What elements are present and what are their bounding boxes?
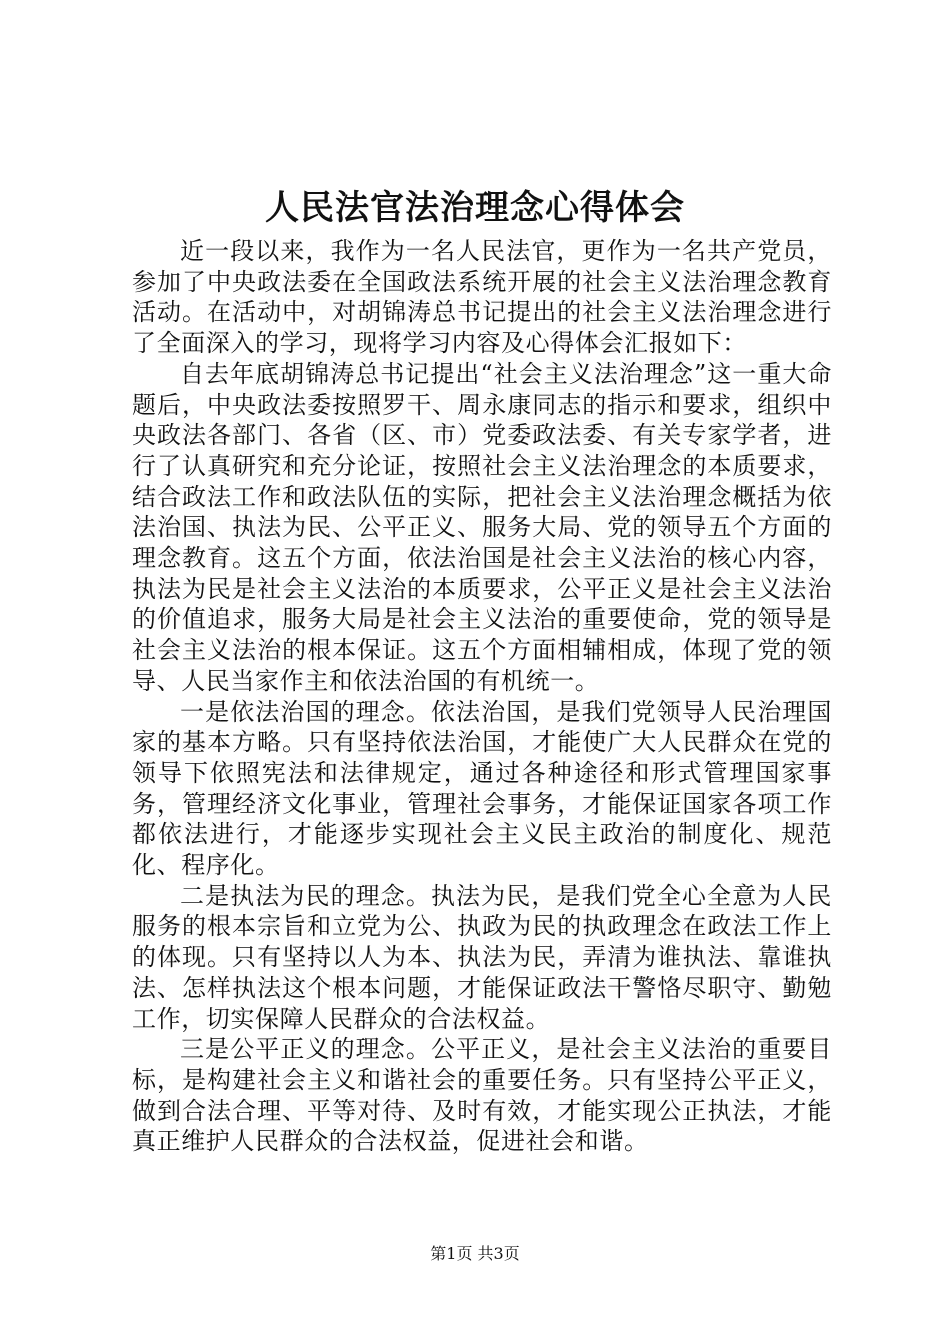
paragraph-fairness-justice: 三是公平正义的理念。公平正义，是社会主义法治的重要目标，是构建社会主义和谐社会的重要任务。只有坚持公平正义，做到合法合理、平等对待、及时有效，才能实现公正执法，才能真正维护人民群众的合法权益，促进社会和谐。 (132, 1035, 832, 1156)
paragraph-background: 自去年底胡锦涛总书记提出“社会主义法治理念”这一重大命题后，中央政法委按照罗干、周永康同志的指示和要求，组织中央政法各部门、各省（区、市）党委政法委、有关专家学者，进行了认真研究和充分论证，按照社会主义法治理念的本质要求，结合政法工作和政法队伍的实际，把社会主义法治理念概括为依法治国、执法为民、公平正义、服务大局、党的领导五个方面的理念教育。这五个方面，依法治国是社会主义法治的核心内容，执法为民是社会主义法治的本质要求，公平正义是社会主义法治的价值追求，服务大局是社会主义法治的重要使命，党的领导是社会主义法治的根本保证。这五个方面相辅相成，体现了党的领导、人民当家作主和依法治国的有机统一。 (132, 359, 832, 695)
document-body (132, 236, 832, 1157)
paragraph-rule-of-law: 一是依法治国的理念。依法治国，是我们党领导人民治理国家的基本方略。只有坚持依法治国，才能使广大人民群众在党的领导下依照宪法和法律规定，通过各种途径和形式管理国家事务，管理经济文化事业，管理社会事务，才能保证国家各项工作都依法进行，才能逐步实现社会主义民主政治的制度化、规范化、程序化。 (132, 697, 832, 880)
document-title: 人民法官法治理念心得体会 (265, 188, 685, 228)
paragraph-intro: 近一段以来，我作为一名人民法官，更作为一名共产党员，参加了中央政法委在全国政法系统开展的社会主义法治理念教育活动。在活动中，对胡锦涛总书记提出的社会主义法治理念进行了全面深入的学习，现将学习内容及心得体会汇报如下： (132, 237, 832, 358)
paragraph-serve-people: 二是执法为民的理念。执法为民，是我们党全心全意为人民服务的根本宗旨和立党为公、执政为民的执政理念在政法工作上的体现。只有坚持以人为本、执法为民，弄清为谁执法、靠谁执法、怎样执法这个根本问题，才能保证政法干警恪尽职守、勤勉工作，切实保障人民群众的合法权益。 (132, 881, 832, 1033)
page-footer: 第1页 共3页 (430, 1244, 520, 1263)
